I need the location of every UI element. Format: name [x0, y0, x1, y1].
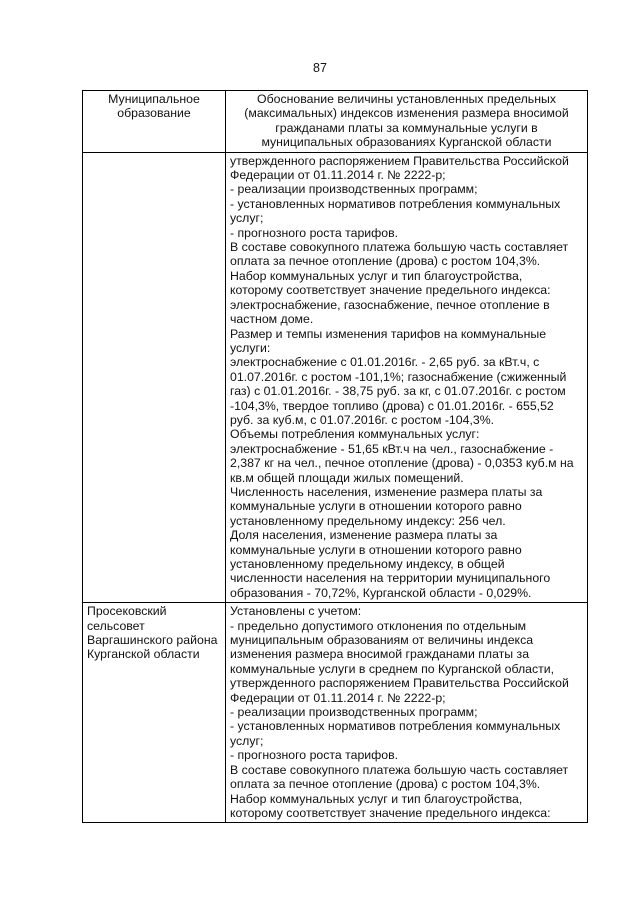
justification-cell	[226, 152, 588, 603]
justification-line: Набор коммунальных услуг и тип благоустройства,	[230, 268, 523, 283]
justification-line: Объемы потребления коммунальных услуг:	[230, 427, 480, 442]
justification-line: услуги:	[230, 340, 271, 355]
justification-line: -104,3%, твердое топливо (дрова) с 01.01.2016г. - 655,52	[230, 398, 554, 413]
table-row	[83, 603, 588, 823]
justification-line: установленному предельному индексу, в общей	[230, 557, 505, 571]
header-justification-line: Обоснование величины установленных предельных	[257, 92, 556, 106]
header-municipality-line: Муниципальное	[108, 92, 200, 106]
justification-line: услуг;	[230, 211, 264, 226]
justification-line: - прогнозного роста тарифов.	[230, 225, 399, 240]
justification-line: электроснабжение с 01.01.2016г. - 2,65 руб. за кВт.ч, с	[230, 355, 540, 370]
municipality-line: сельсовет	[87, 618, 145, 633]
municipality-line: Курганской области	[87, 647, 200, 662]
justification-line: коммунальные услуги в среднем по Курганской области,	[230, 661, 555, 676]
justification-line: Размер и темпы изменения тарифов на коммунальные	[230, 326, 547, 341]
justification-line: - предельно допустимого отклонения по отдельным	[230, 618, 527, 633]
header-municipality	[83, 91, 226, 153]
justification-line: Установлены с учетом:	[230, 604, 362, 619]
justification-line: кв.м общей площади жилых помещений.	[230, 470, 464, 485]
justification-line: - прогнозного роста тарифов.	[230, 748, 399, 763]
justification-line: электроснабжение - 51,65 кВт.ч на чел., газоснабжение -	[230, 441, 554, 456]
justification-line: газ) с 01.01.2016г. - 38,75 руб. за кг, с 01.07.2016г. с ростом	[230, 384, 566, 399]
justification-line: Федерации от 01.11.2014 г. № 2222-р;	[230, 168, 446, 183]
justification-line: частном доме.	[230, 312, 314, 327]
justification-line: численности населения на территории муниципального	[230, 571, 551, 586]
municipality-line: Просековский	[87, 604, 167, 619]
justification-line: Набор коммунальных услуг и тип благоустройства,	[230, 791, 523, 806]
header-justification-line: (максимальных) индексов изменения размера вносимой	[244, 106, 569, 121]
justification-line: услуг;	[230, 733, 264, 748]
justification-line: Численность населения, изменение размера платы за	[230, 484, 543, 499]
justification-line: В составе совокупного платежа большую часть составляет	[230, 240, 569, 255]
justification-line: 01.07.2016г. с ростом -101,1%; газоснабжение (сжиженный	[230, 369, 567, 384]
page-number: 87	[313, 61, 327, 75]
municipality-cell	[83, 603, 226, 823]
justification-line: Доля населения, изменение размера платы за	[230, 528, 498, 543]
justification-line: руб. за куб.м, с 01.07.2016г. с ростом -104,3%.	[230, 412, 495, 427]
justification-line: которому соответствует значение предельного индекса:	[230, 805, 551, 820]
table-header-row	[83, 91, 588, 153]
justification-line: электроснабжение, газоснабжение, печное отопление в	[230, 297, 550, 312]
municipality-line: Варгашинского района	[87, 633, 218, 648]
justification-line: 2,387 кг на чел., печное отопление (дрова) - 0,0353 куб.м на	[230, 456, 574, 471]
header-justification	[226, 91, 588, 153]
justification-line: Федерации от 01.11.2014 г. № 2222-р;	[230, 690, 446, 705]
justification-line: установленному предельному индексу: 256 чел.	[230, 513, 506, 528]
justification-line: которому соответствует значение предельного индекса:	[230, 283, 551, 298]
table-row	[83, 152, 588, 603]
justification-line: коммунальные услуги в отношении которого равно	[230, 542, 522, 557]
justification-line: - установленных нормативов потребления коммунальных	[230, 719, 561, 734]
justification-line: коммунальные услуги в отношении которого равно	[230, 499, 522, 514]
justification-line: оплата за печное отопление (дрова) с ростом 104,3%.	[230, 777, 541, 792]
justification-line: - реализации производственных программ;	[230, 705, 478, 720]
justification-line: утвержденного распоряжением Правительства Российской	[230, 676, 569, 691]
justification-line: утвержденного распоряжением Правительства Российской	[230, 153, 569, 168]
justification-cell	[226, 603, 588, 823]
justification-line: муниципальным образованиям от величины индекса	[230, 633, 534, 648]
justification-line: - реализации производственных программ;	[230, 182, 478, 197]
header-justification-line: гражданами платы за коммунальные услуги в	[275, 120, 538, 135]
header-justification-line: муниципальных образованиях Курганской области	[261, 135, 552, 150]
tariff-justification-table	[82, 90, 588, 823]
municipality-cell	[83, 152, 226, 603]
justification-line: образования - 70,72%, Курганской области - 0,029%.	[230, 585, 532, 600]
header-municipality-line: образование	[117, 106, 191, 121]
justification-line: - установленных нормативов потребления коммунальных	[230, 196, 561, 211]
justification-line: В составе совокупного платежа большую часть составляет	[230, 762, 569, 777]
justification-line: оплата за печное отопление (дрова) с ростом 104,3%.	[230, 254, 541, 269]
justification-line: изменения размера вносимой гражданами платы за	[230, 647, 530, 662]
